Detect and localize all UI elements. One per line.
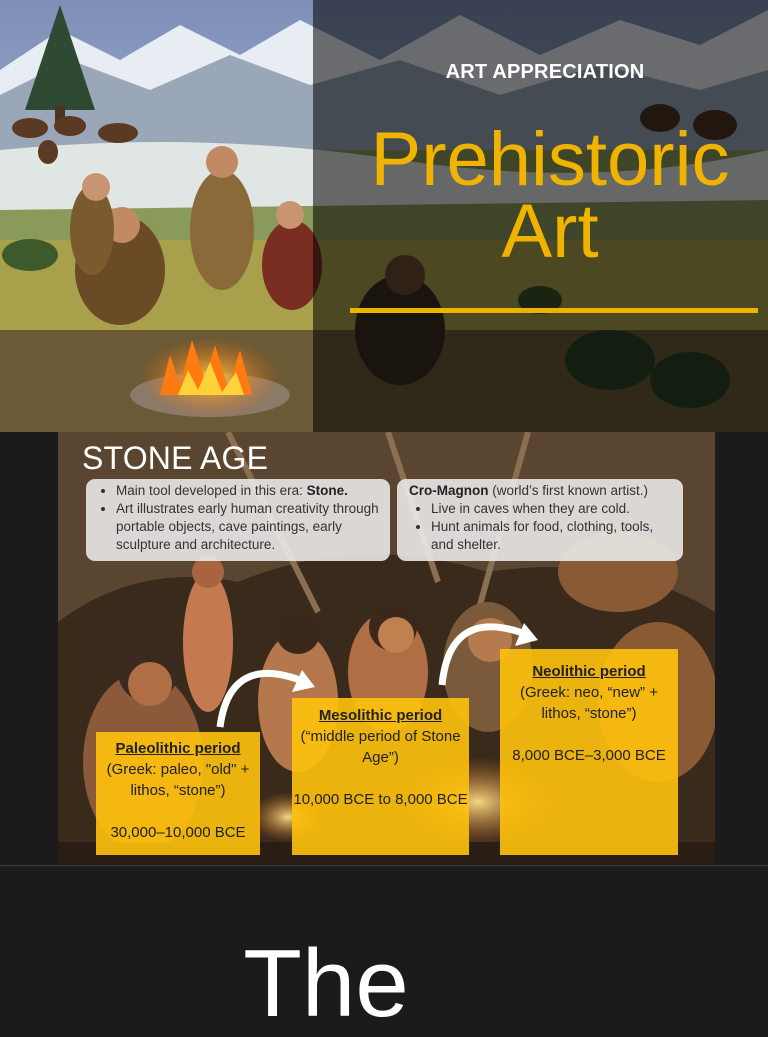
neolithic-period-box <box>500 649 678 855</box>
period-date: 30,000–10,000 BCE <box>110 824 246 841</box>
section-title: STONE AGE <box>82 440 269 476</box>
info-item-art: • Art illustrates early human creativity through portable objects, cave paintings, early sculpture and architecture. <box>116 500 384 554</box>
period-name: Neolithic period <box>532 663 646 680</box>
stone-age-info-box <box>86 479 390 561</box>
title-slide <box>0 0 768 432</box>
bold-stone: Stone. <box>306 483 348 498</box>
info-item-main-tool: • Main tool developed in this era: Stone. <box>116 482 384 500</box>
cro-magnon-info-box <box>397 479 683 561</box>
title-line-2: Art <box>501 189 599 275</box>
cro-magnon-heading: Cro-Magnon (world’s first known artist.) <box>409 483 649 498</box>
period-description: (Greek: paleo, "old" + lithos, “stone”) <box>106 761 250 799</box>
period-name: Mesolithic period <box>318 707 443 724</box>
period-name: Paleolithic period <box>115 740 241 757</box>
next-slide-preview <box>0 865 768 1037</box>
title-underline <box>350 308 758 313</box>
mesolithic-period-box <box>292 698 469 855</box>
period-description: (Greek: neo, “new” + lithos, “stone”) <box>520 684 658 722</box>
period-date: 10,000 BCE to 8,000 BCE <box>293 791 468 808</box>
paleolithic-period-box <box>96 732 260 855</box>
slide-heading: The <box>243 930 409 1037</box>
title-line-1: Prehistoric <box>370 117 730 202</box>
period-date: 8,000 BCE–3,000 BCE <box>512 747 666 764</box>
period-description: (“middle period of Stone Age”) <box>300 728 461 766</box>
cro-magnon-item-hunt: • Hunt animals for food, clothing, tools, and shelter. <box>431 518 677 554</box>
cro-magnon-item-caves: • Live in caves when they are cold. <box>431 500 677 518</box>
slide-title <box>340 117 760 275</box>
course-label: ART APPRECIATION <box>445 61 645 83</box>
stone-age-slide <box>0 432 768 864</box>
